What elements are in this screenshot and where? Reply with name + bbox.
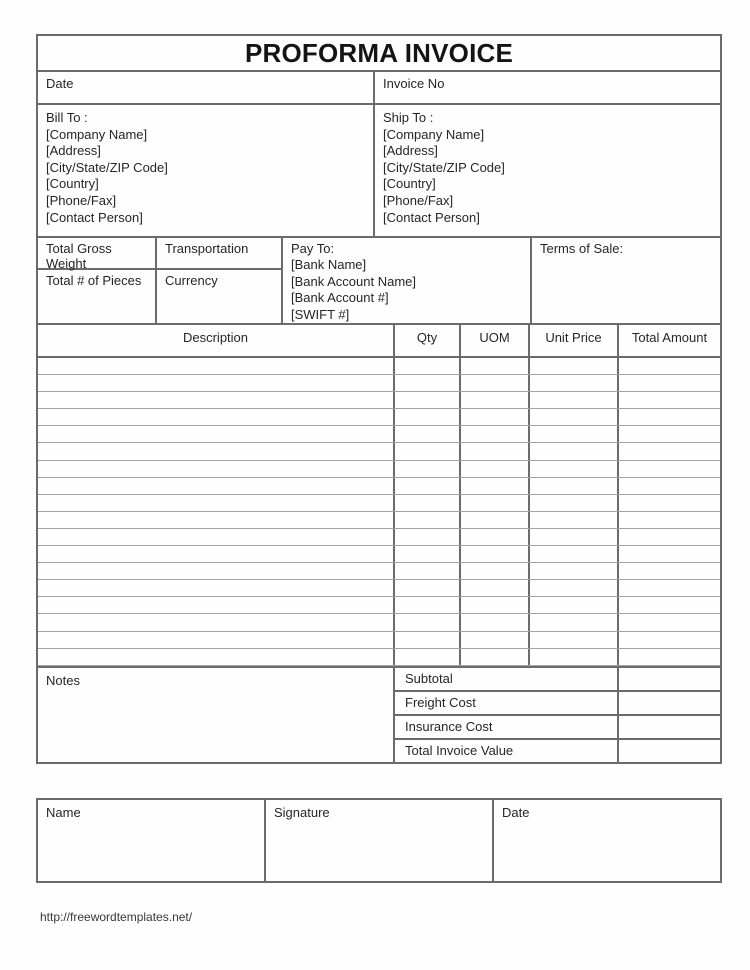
item-cell-qty[interactable] <box>393 614 459 630</box>
item-cell-qty[interactable] <box>393 426 459 442</box>
total-pieces-label: Total # of Pieces <box>46 273 142 288</box>
item-cell-total-amount[interactable] <box>617 478 720 494</box>
insurance-cost-row <box>395 716 720 740</box>
bank-account-number-placeholder[interactable]: [Bank Account #] <box>291 290 389 306</box>
insurance-cost-label: Insurance Cost <box>405 719 493 735</box>
item-cell-total-amount[interactable] <box>617 512 720 528</box>
item-cell-qty[interactable] <box>393 597 459 613</box>
item-row <box>38 563 720 580</box>
invoice-meta-row <box>36 72 722 105</box>
item-cell-uom[interactable] <box>459 375 528 391</box>
ship-to-label: Ship To : <box>383 110 434 125</box>
freight-cost-value[interactable] <box>617 692 720 714</box>
notes-field[interactable] <box>38 668 395 762</box>
parties-row <box>36 105 722 238</box>
item-cell-description[interactable] <box>38 546 393 562</box>
item-row <box>38 512 720 529</box>
item-row <box>38 478 720 495</box>
item-row <box>38 614 720 631</box>
item-cell-unit-price[interactable] <box>528 529 617 545</box>
item-cell-uom[interactable] <box>459 409 528 425</box>
item-cell-description[interactable] <box>38 392 393 408</box>
item-cell-uom[interactable] <box>459 443 528 459</box>
ship-to-section <box>375 105 720 236</box>
totals-column <box>395 668 720 762</box>
item-cell-qty[interactable] <box>393 649 459 665</box>
freight-cost-row <box>395 692 720 716</box>
total-invoice-value-row <box>395 740 720 762</box>
item-cell-description[interactable] <box>38 409 393 425</box>
terms-of-sale-label: Terms of Sale: <box>540 241 624 256</box>
item-cell-qty[interactable] <box>393 495 459 511</box>
items-table-body <box>36 358 722 666</box>
item-cell-description[interactable] <box>38 443 393 459</box>
item-cell-total-amount[interactable] <box>617 563 720 579</box>
item-cell-total-amount[interactable] <box>617 409 720 425</box>
ship-to-address-placeholder[interactable]: [Address] <box>383 143 438 159</box>
total-gross-weight-label: Total Gross Weight <box>46 241 112 271</box>
item-row <box>38 632 720 649</box>
date-label: Date <box>46 76 74 91</box>
item-cell-description[interactable] <box>38 649 393 665</box>
item-cell-unit-price[interactable] <box>528 461 617 477</box>
item-cell-unit-price[interactable] <box>528 495 617 511</box>
item-cell-description[interactable] <box>38 461 393 477</box>
bank-account-name-placeholder[interactable]: [Bank Account Name] <box>291 273 417 289</box>
subtotal-value[interactable] <box>617 668 720 690</box>
item-cell-total-amount[interactable] <box>617 597 720 613</box>
item-cell-uom[interactable] <box>459 358 528 374</box>
item-row <box>38 597 720 614</box>
bill-to-label: Bill To : <box>46 110 88 125</box>
item-cell-uom[interactable] <box>459 614 528 630</box>
signature-block <box>36 798 722 883</box>
item-cell-total-amount[interactable] <box>617 461 720 477</box>
column-header-description: Description <box>182 330 249 345</box>
subtotal-label: Subtotal <box>405 671 453 687</box>
item-cell-uom[interactable] <box>459 649 528 665</box>
item-cell-unit-price[interactable] <box>528 358 617 374</box>
item-cell-total-amount[interactable] <box>617 443 720 459</box>
item-cell-total-amount[interactable] <box>617 580 720 596</box>
item-cell-qty[interactable] <box>393 443 459 459</box>
item-row <box>38 495 720 512</box>
document-title: PROFORMA INVOICE <box>36 34 722 72</box>
pay-to-section <box>281 238 530 323</box>
item-cell-unit-price[interactable] <box>528 580 617 596</box>
item-cell-total-amount[interactable] <box>617 392 720 408</box>
invoice-no-label: Invoice No <box>383 76 445 91</box>
item-cell-description[interactable] <box>38 426 393 442</box>
item-cell-qty[interactable] <box>393 632 459 648</box>
signature-label: Signature <box>274 804 330 820</box>
invoice-no-field[interactable] <box>375 72 720 103</box>
item-cell-unit-price[interactable] <box>528 546 617 562</box>
notes-label: Notes <box>46 672 80 688</box>
item-cell-description[interactable] <box>38 512 393 528</box>
item-cell-qty[interactable] <box>393 461 459 477</box>
footer-url[interactable]: http://freewordtemplates.net/ <box>40 910 193 924</box>
item-cell-qty[interactable] <box>393 392 459 408</box>
bill-to-company-placeholder[interactable]: [Company Name] <box>46 126 148 142</box>
item-cell-total-amount[interactable] <box>617 426 720 442</box>
item-cell-uom[interactable] <box>459 632 528 648</box>
item-cell-uom[interactable] <box>459 597 528 613</box>
item-cell-unit-price[interactable] <box>528 478 617 494</box>
item-cell-uom[interactable] <box>459 563 528 579</box>
notes-and-totals-section <box>36 666 722 764</box>
item-cell-unit-price[interactable] <box>528 632 617 648</box>
item-cell-description[interactable] <box>38 632 393 648</box>
item-cell-unit-price[interactable] <box>528 409 617 425</box>
item-row <box>38 461 720 478</box>
item-cell-description[interactable] <box>38 614 393 630</box>
ship-to-company-placeholder[interactable]: [Company Name] <box>383 126 485 142</box>
item-cell-unit-price[interactable] <box>528 563 617 579</box>
subtotal-row <box>395 668 720 692</box>
item-cell-description[interactable] <box>38 358 393 374</box>
column-header-uom: UOM <box>459 325 528 356</box>
item-row <box>38 443 720 460</box>
date-field[interactable] <box>38 72 375 103</box>
shipment-info-row <box>36 238 722 325</box>
item-row <box>38 529 720 546</box>
item-cell-description[interactable] <box>38 580 393 596</box>
section-spacer <box>36 764 722 798</box>
item-cell-total-amount[interactable] <box>617 529 720 545</box>
bill-to-address-placeholder[interactable]: [Address] <box>46 143 101 159</box>
bill-to-contact-person-placeholder[interactable]: [Contact Person] <box>46 209 143 225</box>
item-cell-total-amount[interactable] <box>617 632 720 648</box>
bill-to-country-placeholder[interactable]: [Country] <box>46 176 99 192</box>
transportation-field[interactable] <box>157 238 281 270</box>
item-cell-total-amount[interactable] <box>617 375 720 391</box>
bill-to-phone-fax-placeholder[interactable]: [Phone/Fax] <box>46 192 117 208</box>
item-cell-qty[interactable] <box>393 512 459 528</box>
name-label: Name <box>46 804 81 820</box>
item-row <box>38 409 720 426</box>
ship-to-contact-person-placeholder[interactable]: [Contact Person] <box>383 209 480 225</box>
item-cell-total-amount[interactable] <box>617 614 720 630</box>
item-cell-description[interactable] <box>38 478 393 494</box>
item-cell-qty[interactable] <box>393 358 459 374</box>
item-row <box>38 580 720 597</box>
item-row <box>38 546 720 563</box>
bank-name-placeholder[interactable]: [Bank Name] <box>291 257 367 273</box>
item-cell-uom[interactable] <box>459 495 528 511</box>
freight-cost-label: Freight Cost <box>405 695 476 711</box>
items-table-header <box>36 325 722 358</box>
bill-to-city-state-zip-placeholder[interactable]: [City/State/ZIP Code] <box>46 159 168 175</box>
item-cell-total-amount[interactable] <box>617 546 720 562</box>
item-cell-uom[interactable] <box>459 546 528 562</box>
item-cell-uom[interactable] <box>459 426 528 442</box>
currency-label: Currency <box>165 273 218 288</box>
date-box[interactable] <box>492 800 720 881</box>
item-cell-qty[interactable] <box>393 375 459 391</box>
item-cell-uom[interactable] <box>459 392 528 408</box>
item-cell-description[interactable] <box>38 597 393 613</box>
item-cell-qty[interactable] <box>393 546 459 562</box>
item-cell-description[interactable] <box>38 529 393 545</box>
item-row <box>38 649 720 666</box>
total-pieces-field[interactable] <box>38 270 155 323</box>
item-cell-unit-price[interactable] <box>528 443 617 459</box>
insurance-cost-value[interactable] <box>617 716 720 738</box>
terms-of-sale-field[interactable] <box>530 238 720 323</box>
item-cell-uom[interactable] <box>459 580 528 596</box>
proforma-invoice-form <box>36 34 722 883</box>
signature-date-label: Date <box>502 804 530 820</box>
item-cell-unit-price[interactable] <box>528 426 617 442</box>
transport-currency-column <box>155 238 281 323</box>
item-cell-uom[interactable] <box>459 461 528 477</box>
column-header-unit-price: Unit Price <box>528 325 617 356</box>
item-cell-total-amount[interactable] <box>617 649 720 665</box>
item-row <box>38 375 720 392</box>
item-cell-unit-price[interactable] <box>528 392 617 408</box>
column-header-total-amount: Total Amount <box>617 325 720 356</box>
ship-to-phone-fax-placeholder[interactable]: [Phone/Fax] <box>383 192 454 208</box>
item-cell-total-amount[interactable] <box>617 358 720 374</box>
item-cell-qty[interactable] <box>393 529 459 545</box>
item-row <box>38 426 720 443</box>
currency-field[interactable] <box>157 270 281 323</box>
item-cell-description[interactable] <box>38 375 393 391</box>
item-cell-unit-price[interactable] <box>528 375 617 391</box>
bill-to-section <box>38 105 375 236</box>
transportation-label: Transportation <box>165 241 249 256</box>
item-cell-unit-price[interactable] <box>528 512 617 528</box>
total-invoice-value-label: Total Invoice Value <box>405 743 514 759</box>
swift-number-placeholder[interactable]: [SWIFT #] <box>291 306 350 322</box>
item-cell-uom[interactable] <box>459 512 528 528</box>
total-gross-weight-field[interactable] <box>38 238 155 270</box>
item-cell-unit-price[interactable] <box>528 597 617 613</box>
signature-box[interactable] <box>264 800 492 881</box>
name-box[interactable] <box>38 800 264 881</box>
item-row <box>38 392 720 409</box>
item-row <box>38 358 720 375</box>
item-cell-uom[interactable] <box>459 478 528 494</box>
item-cell-qty[interactable] <box>393 580 459 596</box>
item-cell-unit-price[interactable] <box>528 614 617 630</box>
item-cell-qty[interactable] <box>393 563 459 579</box>
ship-to-city-state-zip-placeholder[interactable]: [City/State/ZIP Code] <box>383 159 505 175</box>
total-invoice-value-value[interactable] <box>617 740 720 762</box>
item-cell-uom[interactable] <box>459 529 528 545</box>
column-header-qty: Qty <box>393 325 459 356</box>
item-cell-total-amount[interactable] <box>617 495 720 511</box>
weight-pieces-column <box>38 238 155 323</box>
pay-to-label: Pay To: <box>291 241 335 256</box>
item-cell-qty[interactable] <box>393 409 459 425</box>
item-cell-qty[interactable] <box>393 478 459 494</box>
item-cell-description[interactable] <box>38 495 393 511</box>
item-cell-description[interactable] <box>38 563 393 579</box>
ship-to-country-placeholder[interactable]: [Country] <box>383 176 436 192</box>
item-cell-unit-price[interactable] <box>528 649 617 665</box>
